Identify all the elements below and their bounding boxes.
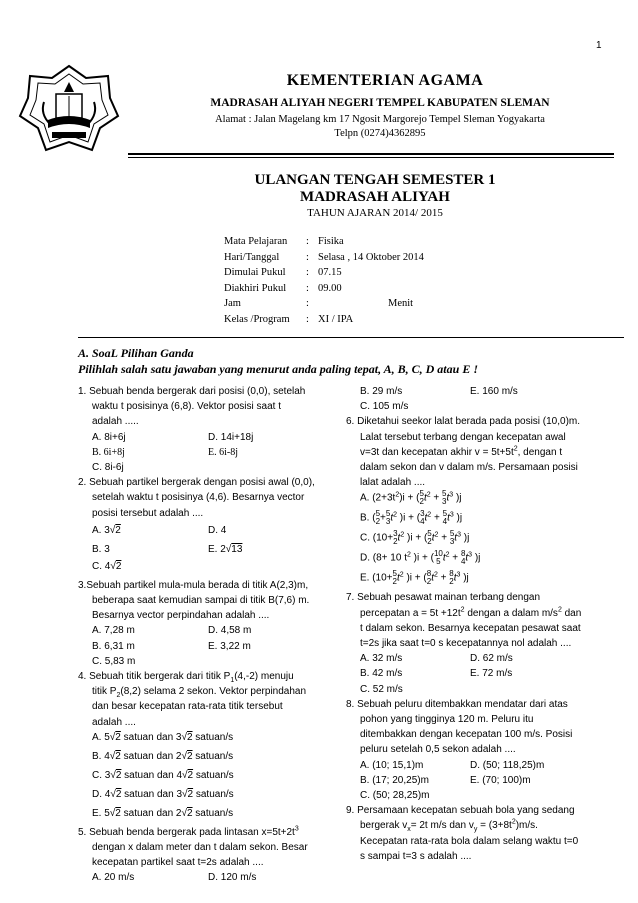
option-row [346, 651, 628, 666]
info-row-start [224, 265, 424, 281]
question-text: t=2s jika saat t=0 s kecepatannya nol adalah .... [360, 638, 572, 650]
question-text [78, 825, 342, 840]
radicand: 2 [187, 769, 194, 781]
option-c[interactable]: C. 3√2 satuan dan 4√2 satuan/s [92, 769, 234, 781]
text-part: dan [561, 607, 582, 619]
option-d[interactable]: D. 4√2 satuan dan 3√2 satuan/s [92, 788, 234, 800]
option-d[interactable]: D. (50; 118,25)m [470, 759, 545, 771]
option-prefix: B. 4 [92, 750, 110, 762]
question-5 [78, 825, 342, 886]
question-text: s sampai t=3 s adalah .... [360, 850, 472, 862]
question-text: 2. Sebuah partikel bergerak dengan posisi awal (0,0), [78, 477, 315, 489]
info-sep: : [306, 236, 309, 247]
info-label: Kelas /Program [224, 313, 290, 325]
option-d[interactable]: D. (8+ 10 $t^2$ )i + ( 10 5 $t^2$ + 8 4 $t^3$ )j [360, 549, 481, 567]
question-text: lalat adalah .... [360, 477, 426, 489]
info-label: Jam [224, 298, 241, 309]
option-b[interactable]: B. 6i+8j [92, 446, 125, 458]
question-text: dan besar kecepatan rata-rata titik tersebut [92, 701, 283, 713]
option-row [78, 430, 342, 445]
text-part: satuan/s [193, 788, 234, 800]
superscript: 2 [557, 606, 562, 614]
question-text [78, 669, 342, 684]
option-b[interactable]: B. 3 [92, 543, 110, 555]
info-row-subject [224, 234, 424, 250]
text-part: satuan dan 3 [121, 788, 183, 800]
question-text: beberapa saat kemudian sampai di titik B(7,6) m. [92, 595, 310, 607]
question-text [346, 445, 628, 460]
question-text: adalah ..... [92, 416, 139, 428]
option-row [346, 666, 628, 681]
option-c[interactable]: C. 5,83 m [92, 655, 136, 667]
option-row [78, 639, 342, 654]
option-b[interactable]: B. 42 m/s [360, 668, 403, 680]
option-c[interactable]: C. (50; 28,25)m [360, 790, 430, 802]
text-part: satuan/s [193, 769, 234, 781]
question-text: Besarnya vector perpindahan adalah .... [92, 610, 270, 622]
radicand: 13 [231, 543, 243, 555]
info-value: Menit [388, 298, 414, 309]
text-part: = (3+8t [477, 820, 512, 832]
question-7 [346, 590, 628, 696]
option-row [78, 521, 342, 540]
text-part: (8,2) selama 2 sekon. Vektor perpindahan [120, 686, 307, 698]
radicand: 2 [115, 731, 121, 743]
info-label: Dimulai Pukul [224, 267, 286, 278]
question-3 [78, 578, 342, 669]
option-e[interactable]: E. 3,22 m [208, 640, 251, 652]
radicand: 2 [186, 750, 193, 762]
option-a[interactable]: A. (10; 15,1)m [360, 759, 424, 771]
text-part: 4. Sebuah titik bergerak dari titik P [78, 671, 231, 683]
radicand: 2 [115, 560, 122, 572]
subscript: 1 [230, 677, 235, 685]
question-2 [78, 475, 342, 578]
info-sep: : [306, 313, 309, 325]
info-row-class [224, 312, 424, 328]
text-part: 5. Sebuah benda bergerak pada lintasan x=5t+2t [78, 826, 295, 838]
question-text: adalah .... [92, 716, 136, 728]
question-text: ditembakkan dengan kecepatan 100 m/s. Posisi [360, 729, 573, 741]
option-e[interactable]: E. 2√13 [208, 542, 242, 557]
option-a[interactable]: A. 7,28 m [92, 625, 135, 637]
option-c[interactable]: C. 8i-6j [92, 462, 124, 474]
question-4 [78, 669, 342, 825]
option-prefix: D. 4 [92, 788, 111, 800]
subscript: 2 [116, 692, 121, 700]
option-row [346, 773, 628, 788]
text-part: satuan/s [192, 807, 234, 819]
text-part: bergerak v [360, 820, 408, 832]
question-text: bergerak $v_x= 2t$ m/s dan $v_y = (3+8t^2)m/s$. [360, 819, 538, 834]
academic-year: TAHUN AJARAN 2014/ 2015 [307, 207, 443, 219]
question-1 [78, 384, 342, 475]
info-value: Fisika [318, 236, 344, 247]
option-c[interactable]: C. 105 m/s [360, 401, 409, 413]
option-row [78, 540, 342, 559]
section-a-instruction: Pilihlah salah satu jawaban yang menurut anda paling tepat, A, B, C, D atau E ! [78, 362, 478, 376]
question-text: dengan x dalam meter dan t dalam sekon. Besar [92, 842, 308, 854]
radicand: 2 [115, 750, 121, 762]
section-a-title: A. SoaL Pilihan Ganda [78, 346, 194, 360]
info-value: XI / IPA [318, 313, 354, 325]
option-row [346, 384, 628, 399]
option-e[interactable]: E. (70; 100)m [470, 774, 531, 786]
option-prefix: A. 5 [92, 731, 110, 743]
option-prefix: B. ( [360, 513, 376, 525]
option-row [78, 623, 342, 638]
question-text: 9. Persamaan kecepatan sebuah bola yang sedang [346, 805, 575, 817]
option-row [78, 870, 342, 885]
text-part: )m/s. [515, 820, 538, 832]
option-e[interactable]: E. 6i-8j [208, 446, 238, 458]
question-text: Lalat tersebut terbang dengan kecepatan awal [360, 431, 566, 443]
option-prefix: E. 5 [92, 807, 110, 819]
info-row-date [224, 250, 424, 266]
question-text: 8. Sebuah peluru ditembakkan mendatar dari atas [346, 698, 568, 710]
option-b[interactable]: B. ( 5 2 + 5 3 $t^2$ )i + ( 3 4 $t^2$ + 5 4 $t^3$ )j [360, 509, 463, 527]
question-6 [346, 414, 628, 590]
questions-left-column [78, 384, 342, 886]
option-c[interactable]: C. (10+ 3 2 $t^2$ )i + ( 5 2 $t^2$ + 5 3 $t^3$ )j [360, 529, 470, 547]
question-text [78, 684, 342, 699]
text-part: satuan/s [192, 731, 234, 743]
ministry-title: KEMENTERIAN AGAMA [286, 72, 484, 89]
question-text: peluru setelah 0,5 sekon adalah .... [360, 744, 516, 756]
radicand: 2 [186, 807, 193, 819]
questions-right-column [346, 384, 628, 864]
question-text: dalam sekon dan v dalam m/s. Persamaan posisi [360, 462, 578, 474]
header-rule-thick [128, 153, 614, 155]
info-row-end [224, 281, 424, 297]
option-c[interactable]: C. 4√2 [92, 560, 122, 572]
option-row [78, 445, 342, 460]
info-sep: : [306, 282, 309, 294]
question-text: posisi tersebut adalah .... [92, 507, 204, 519]
option-prefix: C. 4 [92, 560, 111, 572]
info-sep: : [306, 267, 309, 278]
radicand: 2 [186, 731, 193, 743]
question-text [346, 606, 628, 621]
info-row-duration [224, 296, 424, 312]
option-a[interactable]: A. 20 m/s [92, 872, 135, 884]
ministry-logo [16, 62, 122, 156]
info-value: Selasa , 14 Oktober 2014 [318, 251, 424, 263]
text-part: satuan dan 3 [120, 731, 182, 743]
radicand: 2 [115, 788, 122, 800]
question-text: Kecepatan rata-rata bola dalam selang waktu t=0 [360, 835, 579, 847]
info-sep: : [306, 298, 309, 309]
option-d[interactable]: D. 4,58 m [208, 625, 252, 637]
text-part: satuan dan 2 [120, 750, 182, 762]
option-a[interactable]: A. 5√2 satuan dan 3√2 satuan/s [92, 731, 234, 743]
option-prefix: E. 2 [208, 543, 226, 555]
option-c[interactable]: C. 52 m/s [360, 683, 403, 695]
option-b[interactable]: B. (17; 20,25)m [360, 774, 429, 786]
option-b[interactable]: B. 4√2 satuan dan 2√2 satuan/s [92, 750, 234, 762]
phone-line: Telpn (0274)4362895 [334, 128, 426, 139]
question-text: 6. Diketahui seekor lalat berada pada posisi (10,0)m. [346, 416, 581, 428]
info-value: 09.00 [318, 282, 342, 294]
info-value: 07.15 [318, 267, 342, 278]
text-part: v=3t dan kecepatan akhir v = 5t+5t [360, 446, 514, 458]
option-prefix: D. (8+ 10 t [360, 553, 407, 565]
radicand: 2 [115, 807, 121, 819]
text-part: (4,-2) menuju [234, 671, 294, 683]
option-a[interactable]: A. 32 m/s [360, 653, 403, 665]
option-prefix: C. 3 [92, 769, 111, 781]
text-part: dengan a dalam m/s [464, 607, 558, 619]
option-e[interactable]: E. (10+ 5 2 $t^2$ )i + ( 8 2 $t^2$ + 8 2 $t^3$ )j [360, 569, 469, 587]
option-a[interactable]: A. 3√2 [92, 523, 208, 538]
option-d[interactable]: D. 62 m/s [470, 653, 513, 665]
option-e[interactable]: E. 72 m/s [470, 668, 513, 680]
option-prefix: E. (10+ [360, 573, 393, 585]
page-number: 1 [596, 40, 602, 51]
question-text: 7. Sebuah pesawat mainan terbang dengan [346, 592, 541, 604]
option-prefix: A. (2+3t [360, 493, 396, 505]
text-part: satuan dan 2 [120, 807, 182, 819]
option-a[interactable]: A. $(2+3t^2)i$ + ( 5 2 $t^2$ + 5 3 $t^3$ )j [360, 489, 462, 507]
section-divider [78, 337, 624, 338]
question-text: t dalam sekon. Besarnya kecepatan pesawat saat [360, 622, 581, 634]
option-e[interactable]: E. 5√2 satuan dan 2√2 satuan/s [92, 807, 234, 819]
exam-subtitle: MADRASAH ALIYAH [300, 189, 450, 205]
info-label: Diakhiri Pukul [224, 282, 287, 294]
superscript: 2 [460, 606, 465, 614]
option-b[interactable]: B. 6,31 m [92, 640, 135, 652]
question-text: setelah waktu t posisinya (4,6). Besarnya vector [92, 492, 305, 504]
option-prefix: C. (10+ [360, 533, 394, 545]
option-d[interactable]: D. 4 [208, 524, 227, 536]
info-label: Hari/Tanggal [224, 251, 280, 263]
text-part: satuan/s [192, 750, 234, 762]
option-d[interactable]: D. 14i+18j [208, 431, 254, 443]
section-a-header [78, 345, 478, 377]
header-rule-thin [128, 157, 614, 158]
info-sep: : [306, 251, 309, 263]
address-line: Alamat : Jalan Magelang km 17 Ngosit Margorejo Tempel Sleman Yogyakarta [215, 114, 545, 125]
option-a[interactable]: A. 8i+6j [92, 431, 126, 443]
question-8 [346, 697, 628, 803]
option-b[interactable]: B. 29 m/s [360, 386, 403, 397]
superscript: 2 [513, 445, 518, 453]
text-part: , dengan t [517, 446, 563, 458]
school-address [140, 113, 620, 141]
text-part: satuan dan 4 [121, 769, 183, 781]
text-part: = 2t m/s dan v [410, 820, 474, 832]
school-name: MADRASAH ALIYAH NEGERI TEMPEL KABUPATEN SLEMAN [210, 97, 550, 109]
radicand: 2 [115, 524, 121, 536]
question-9 [346, 803, 628, 864]
radicand: 2 [187, 788, 194, 800]
radicand: 2 [115, 769, 122, 781]
exam-title: ULANGAN TENGAH SEMESTER 1 [254, 172, 496, 188]
option-d[interactable]: D. 120 m/s [208, 872, 257, 884]
question-text: 3.Sebuah partikel mula-mula berada di titik A(2,3)m, [78, 579, 309, 591]
text-part: titik P [92, 686, 117, 698]
question-text: pohon yang tingginya 120 m. Peluru itu [360, 714, 534, 726]
option-e[interactable]: E. 160 m/s [470, 386, 518, 397]
option-prefix: A. 3 [92, 524, 110, 536]
option-row [346, 758, 628, 773]
question-text: 1. Sebuah benda bergerak dari posisi (0,0), setelah [78, 386, 306, 397]
question-text: kecepatan partikel saat t=2s adalah .... [92, 857, 264, 869]
question-text: waktu t posisinya (6,8). Vektor posisi saat t [92, 401, 281, 413]
superscript: 3 [294, 825, 299, 833]
exam-info-table [224, 234, 424, 327]
info-label: Mata Pelajaran [224, 236, 288, 247]
text-part: percepatan a = 5t +12t [360, 607, 461, 619]
